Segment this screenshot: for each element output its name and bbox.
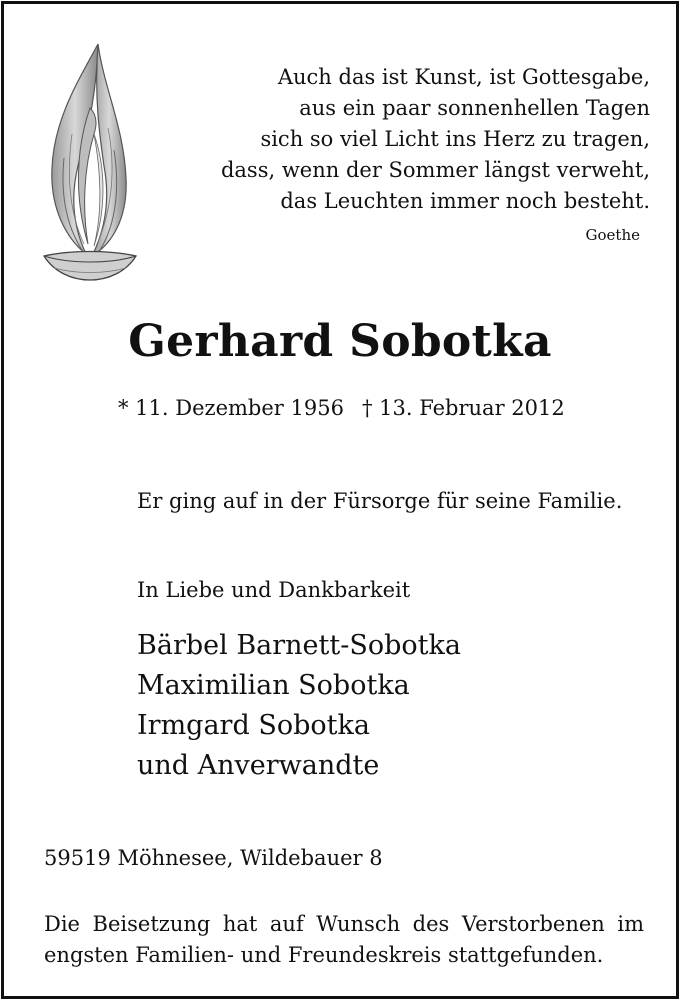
poem-line: aus ein paar sonnenhellen Tagen: [299, 96, 650, 120]
poem-quote: [221, 62, 650, 217]
mourners-list: [137, 626, 461, 786]
death-date: † 13. Februar 2012: [361, 396, 565, 420]
obituary-notice: [1, 1, 679, 999]
tribute-text: Er ging auf in der Fürsorge für seine Familie.: [137, 489, 623, 513]
mourner-name: Irmgard Sobotka: [137, 710, 370, 741]
poem-author: Goethe: [585, 226, 640, 244]
deceased-name: Gerhard Sobotka: [128, 316, 552, 367]
address: 59519 Möhnesee, Wildebauer 8: [44, 846, 383, 870]
birth-date: * 11. Dezember 1956: [118, 396, 344, 420]
mourner-name: und Anverwandte: [137, 750, 380, 781]
poem-line: das Leuchten immer noch besteht.: [280, 189, 650, 213]
poem-line: sich so viel Licht ins Herz zu tragen,: [260, 127, 650, 151]
poem-line: dass, wenn der Sommer längst verweht,: [220, 158, 650, 182]
life-dates: [118, 396, 565, 420]
signature-intro: In Liebe und Dankbarkeit: [137, 578, 411, 602]
poem-line: Auch das ist Kunst, ist Gottesgabe,: [277, 65, 650, 89]
mourner-name: Bärbel Barnett-Sobotka: [137, 630, 461, 661]
mourner-name: Maximilian Sobotka: [137, 670, 410, 701]
funeral-note: Die Beisetzung hat auf Wunsch des Verstorbenen im engsten Familien- und Freundeskreis stattgefunden.: [44, 912, 644, 967]
flame-bowl-icon: [40, 38, 140, 286]
